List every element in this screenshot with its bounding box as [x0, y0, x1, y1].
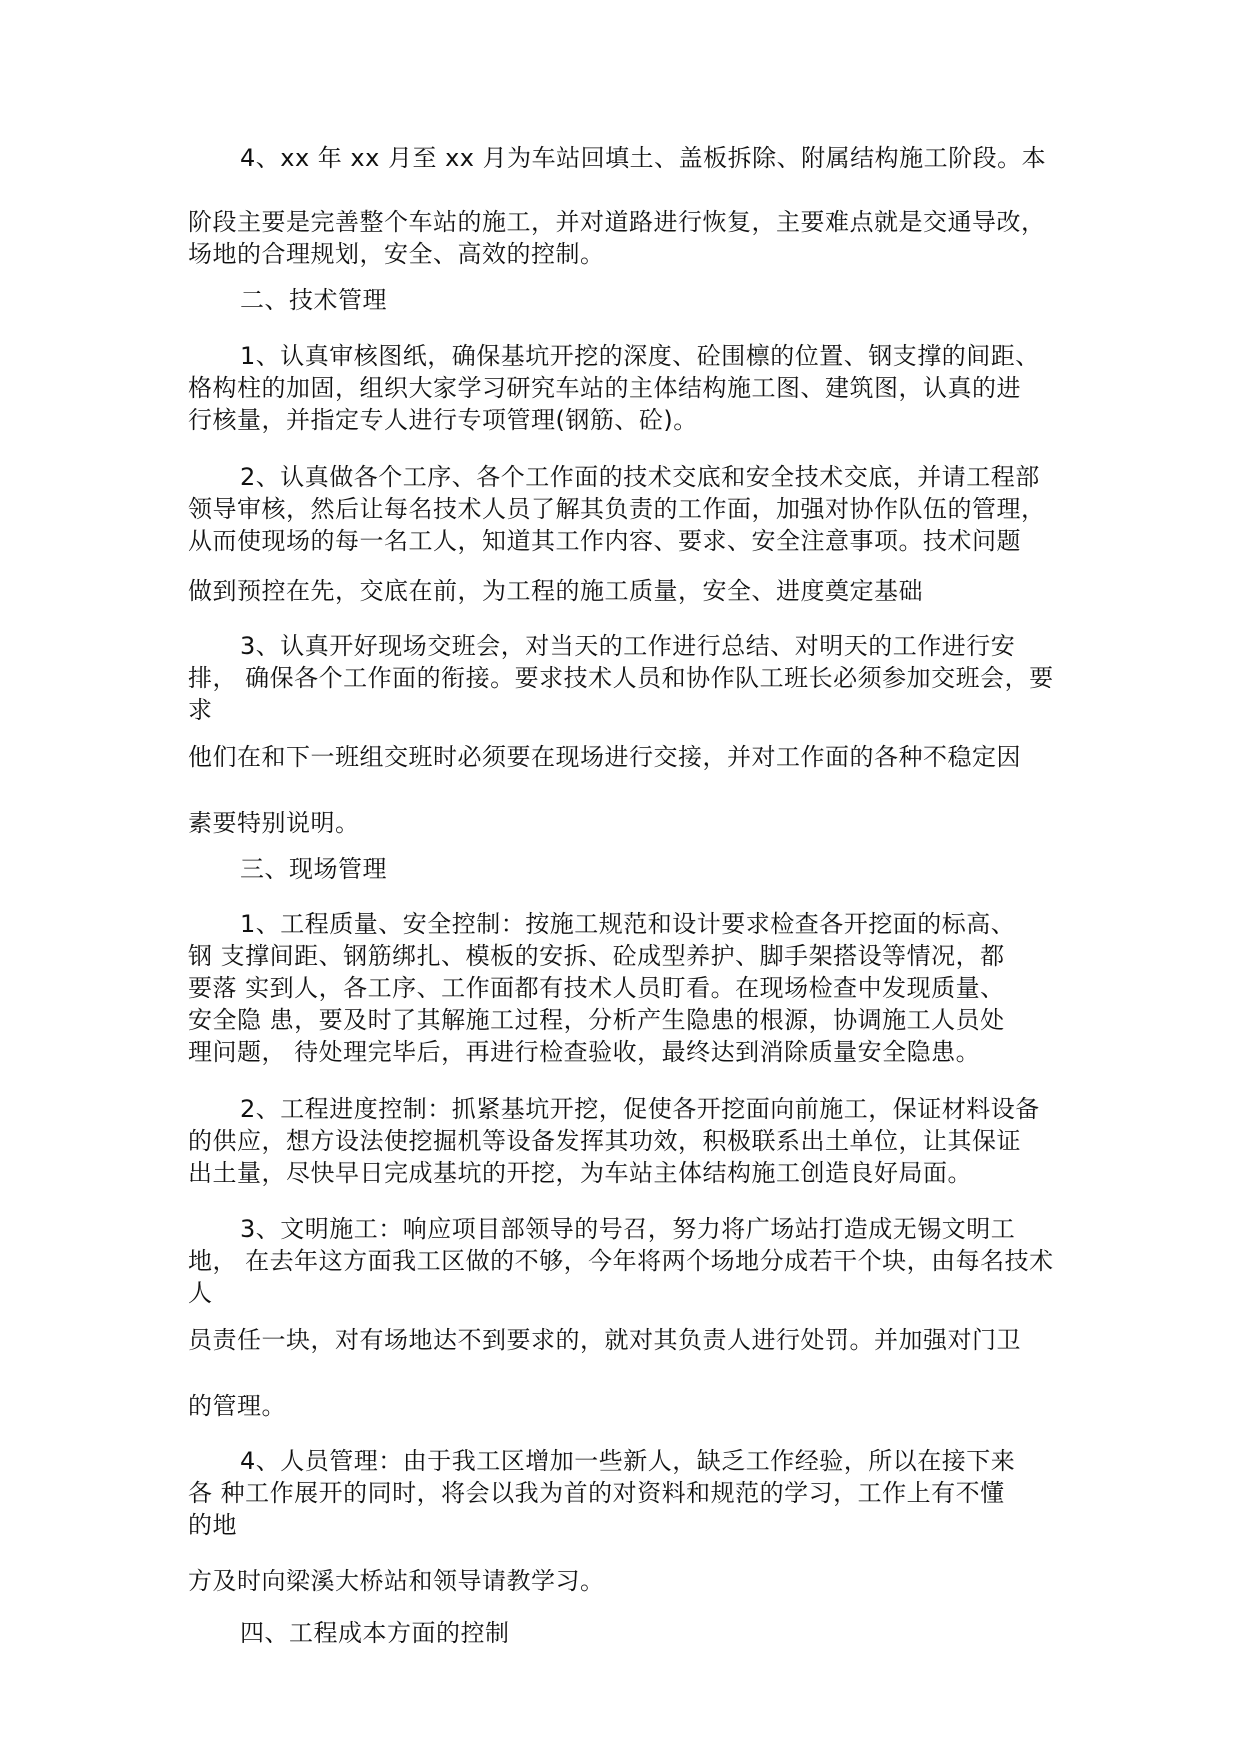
section-heading: 二、技术管理 [240, 286, 387, 314]
paragraph-line: 安全隐 患，要及时了其解施工过程，分析产生隐患的根源，协调施工人员处 [188, 1006, 1005, 1034]
paragraph-line: 素要特别说明。 [188, 809, 360, 837]
section-heading: 四、工程成本方面的控制 [240, 1619, 510, 1647]
paragraph-line: 地， 在去年这方面我工区做的不够，今年将两个场地分成若干个块，由每名技术 [188, 1247, 1054, 1275]
paragraph-line: 人 [188, 1279, 213, 1307]
paragraph-line: 阶段主要是完善整个车站的施工，并对道路进行恢复，主要难点就是交通导改， [188, 208, 1046, 236]
paragraph-line: 领导审核，然后让每名技术人员了解其负责的工作面，加强对协作队伍的管理， [188, 495, 1046, 523]
paragraph-line: 2、认真做各个工序、各个工作面的技术交底和安全技术交底，并请工程部 [240, 463, 1040, 491]
paragraph-line: 2、工程进度控制：抓紧基坑开挖，促使各开挖面向前施工，保证材料设备 [240, 1095, 1040, 1123]
paragraph-line: 方及时向梁溪大桥站和领导请教学习。 [188, 1567, 605, 1595]
paragraph-line: 钢 支撑间距、钢筋绑扎、模板的安拆、砼成型养护、脚手架搭设等情况，都 [188, 942, 1005, 970]
paragraph-line: 4、人员管理：由于我工区增加一些新人，缺乏工作经验，所以在接下来 [240, 1447, 1016, 1475]
section-heading: 三、现场管理 [240, 855, 387, 883]
paragraph-line: 3、文明施工：响应项目部领导的号召，努力将广场站打造成无锡文明工 [240, 1215, 1016, 1243]
paragraph-line: 场地的合理规划，安全、高效的控制。 [188, 240, 605, 268]
paragraph-line: 求 [188, 696, 213, 724]
paragraph-line: 他们在和下一班组交班时必须要在现场进行交接，并对工作面的各种不稳定因 [188, 743, 1021, 771]
paragraph-line: 员责任一块，对有场地达不到要求的，就对其负责人进行处罚。并加强对门卫 [188, 1326, 1021, 1354]
paragraph-line: 1、工程质量、安全控制：按施工规范和设计要求检查各开挖面的标高、 [240, 910, 1016, 938]
paragraph-line: 1、认真审核图纸，确保基坑开挖的深度、砼围檩的位置、钢支撑的间距、 [240, 342, 1040, 370]
paragraph-line: 4、xx 年 xx 月至 xx 月为车站回填土、盖板拆除、附属结构施工阶段。本 [240, 144, 1047, 172]
paragraph-line: 出土量，尽快早日完成基坑的开挖，为车站主体结构施工创造良好局面。 [188, 1159, 972, 1187]
paragraph-line: 3、认真开好现场交班会，对当天的工作进行总结、对明天的工作进行安 [240, 632, 1016, 660]
paragraph-line: 的地 [188, 1511, 237, 1539]
paragraph-line: 做到预控在先，交底在前，为工程的施工质量，安全、进度奠定基础 [188, 577, 923, 605]
paragraph-line: 理问题， 待处理完毕后，再进行检查验收，最终达到消除质量安全隐患。 [188, 1038, 981, 1066]
paragraph-line: 从而使现场的每一名工人，知道其工作内容、要求、安全注意事项。技术问题 [188, 527, 1021, 555]
paragraph-line: 排， 确保各个工作面的衔接。要求技术人员和协作队工班长必须参加交班会，要 [188, 664, 1054, 692]
paragraph-line: 各 种工作展开的同时，将会以我为首的对资料和规范的学习，工作上有不懂 [188, 1479, 1005, 1507]
paragraph-line: 行核量，并指定专人进行专项管理(钢筋、砼)。 [188, 406, 698, 434]
paragraph-line: 格构柱的加固，组织大家学习研究车站的主体结构施工图、建筑图，认真的进 [188, 374, 1021, 402]
paragraph-line: 的供应，想方设法使挖掘机等设备发挥其功效，积极联系出土单位，让其保证 [188, 1127, 1021, 1155]
paragraph-line: 要落 实到人，各工序、工作面都有技术人员盯看。在现场检查中发现质量、 [188, 974, 1005, 1002]
paragraph-line: 的管理。 [188, 1392, 286, 1420]
